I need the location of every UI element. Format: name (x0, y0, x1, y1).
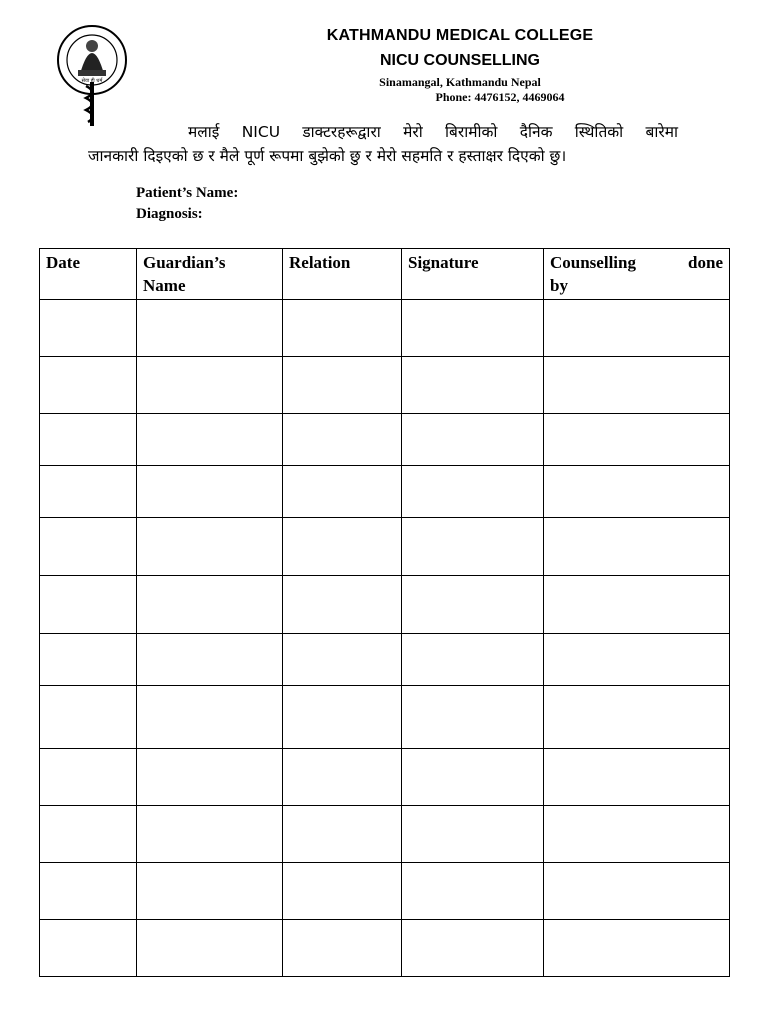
guardian-name-cell[interactable] (137, 920, 283, 977)
table-row (40, 634, 730, 686)
signature-cell[interactable] (402, 300, 544, 357)
guardian-name-cell[interactable] (137, 300, 283, 357)
header-date: Date (40, 249, 137, 300)
guardian-name-cell[interactable] (137, 466, 283, 518)
date-cell[interactable] (40, 576, 137, 634)
guardian-name-cell[interactable] (137, 806, 283, 863)
relation-cell[interactable] (283, 806, 402, 863)
relation-cell[interactable] (283, 749, 402, 806)
date-cell[interactable] (40, 634, 137, 686)
date-cell[interactable] (40, 920, 137, 977)
relation-cell[interactable] (283, 686, 402, 749)
date-cell[interactable] (40, 863, 137, 920)
guardian-name-cell[interactable] (137, 749, 283, 806)
signature-cell[interactable] (402, 576, 544, 634)
date-cell[interactable] (40, 749, 137, 806)
signature-cell[interactable] (402, 749, 544, 806)
phone-number: Phone: 4476152, 4469064 (435, 90, 565, 104)
signature-cell[interactable] (402, 863, 544, 920)
table-row (40, 863, 730, 920)
guardian-name-cell[interactable] (137, 357, 283, 414)
table-row (40, 466, 730, 518)
counselling-done-by-cell[interactable] (544, 634, 730, 686)
relation-cell[interactable] (283, 576, 402, 634)
signature-cell[interactable] (402, 806, 544, 863)
counselling-done-by-cell[interactable] (544, 357, 730, 414)
header-relation: Relation (283, 249, 402, 300)
consent-line-1: मलाई NICU डाक्टरहरूद्वारा मेरो बिरामीको दैनिक स्थितिको बारेमा (188, 123, 678, 141)
unit-name: NICU COUNSELLING (380, 52, 540, 69)
counselling-done-by-cell[interactable] (544, 863, 730, 920)
guardian-name-cell[interactable] (137, 518, 283, 576)
college-name: KATHMANDU MEDICAL COLLEGE (326, 27, 594, 44)
table-row (40, 357, 730, 414)
signature-cell[interactable] (402, 466, 544, 518)
counselling-done-by-cell[interactable] (544, 686, 730, 749)
counselling-table (39, 248, 730, 977)
relation-cell[interactable] (283, 920, 402, 977)
header-signature: Signature (402, 249, 544, 300)
svg-text:सेवा ही धर्म: सेवा ही धर्म (81, 78, 103, 84)
patient-name-label: Patient’s Name: (136, 185, 239, 201)
table-row (40, 300, 730, 357)
table-row (40, 806, 730, 863)
table-row (40, 920, 730, 977)
date-cell[interactable] (40, 300, 137, 357)
date-cell[interactable] (40, 466, 137, 518)
relation-cell[interactable] (283, 300, 402, 357)
signature-cell[interactable] (402, 686, 544, 749)
relation-cell[interactable] (283, 518, 402, 576)
college-logo (50, 24, 134, 128)
address: Sinamangal, Kathmandu Nepal (379, 75, 541, 89)
counselling-done-by-cell[interactable] (544, 414, 730, 466)
consent-line-2: जानकारी दिइएको छ र मैले पूर्ण रूपमा बुझेको छु र मेरो सहमति र हस्ताक्षर दिएको छु। (88, 147, 567, 165)
relation-cell[interactable] (283, 414, 402, 466)
guardian-name-cell[interactable] (137, 576, 283, 634)
table-row (40, 576, 730, 634)
guardian-name-cell[interactable] (137, 686, 283, 749)
date-cell[interactable] (40, 518, 137, 576)
signature-cell[interactable] (402, 634, 544, 686)
signature-cell[interactable] (402, 414, 544, 466)
signature-cell[interactable] (402, 357, 544, 414)
guardian-name-cell[interactable] (137, 863, 283, 920)
counselling-done-by-cell[interactable] (544, 920, 730, 977)
guardian-name-cell[interactable] (137, 414, 283, 466)
table-header-row (40, 249, 730, 300)
counselling-done-by-cell[interactable] (544, 300, 730, 357)
counselling-done-by-cell[interactable] (544, 466, 730, 518)
diagnosis-label: Diagnosis: (136, 206, 203, 222)
header-counselling-done-by: Counselling done by (544, 249, 730, 300)
relation-cell[interactable] (283, 634, 402, 686)
signature-cell[interactable] (402, 518, 544, 576)
relation-cell[interactable] (283, 466, 402, 518)
table-row (40, 518, 730, 576)
table-row (40, 749, 730, 806)
date-cell[interactable] (40, 414, 137, 466)
date-cell[interactable] (40, 357, 137, 414)
counselling-done-by-cell[interactable] (544, 576, 730, 634)
relation-cell[interactable] (283, 863, 402, 920)
date-cell[interactable] (40, 686, 137, 749)
table-row (40, 414, 730, 466)
counselling-done-by-cell[interactable] (544, 518, 730, 576)
counselling-done-by-cell[interactable] (544, 806, 730, 863)
table-row (40, 686, 730, 749)
counselling-done-by-cell[interactable] (544, 749, 730, 806)
date-cell[interactable] (40, 806, 137, 863)
signature-cell[interactable] (402, 920, 544, 977)
header-guardian-name: Guardian’s Name (137, 249, 283, 300)
relation-cell[interactable] (283, 357, 402, 414)
guardian-name-cell[interactable] (137, 634, 283, 686)
